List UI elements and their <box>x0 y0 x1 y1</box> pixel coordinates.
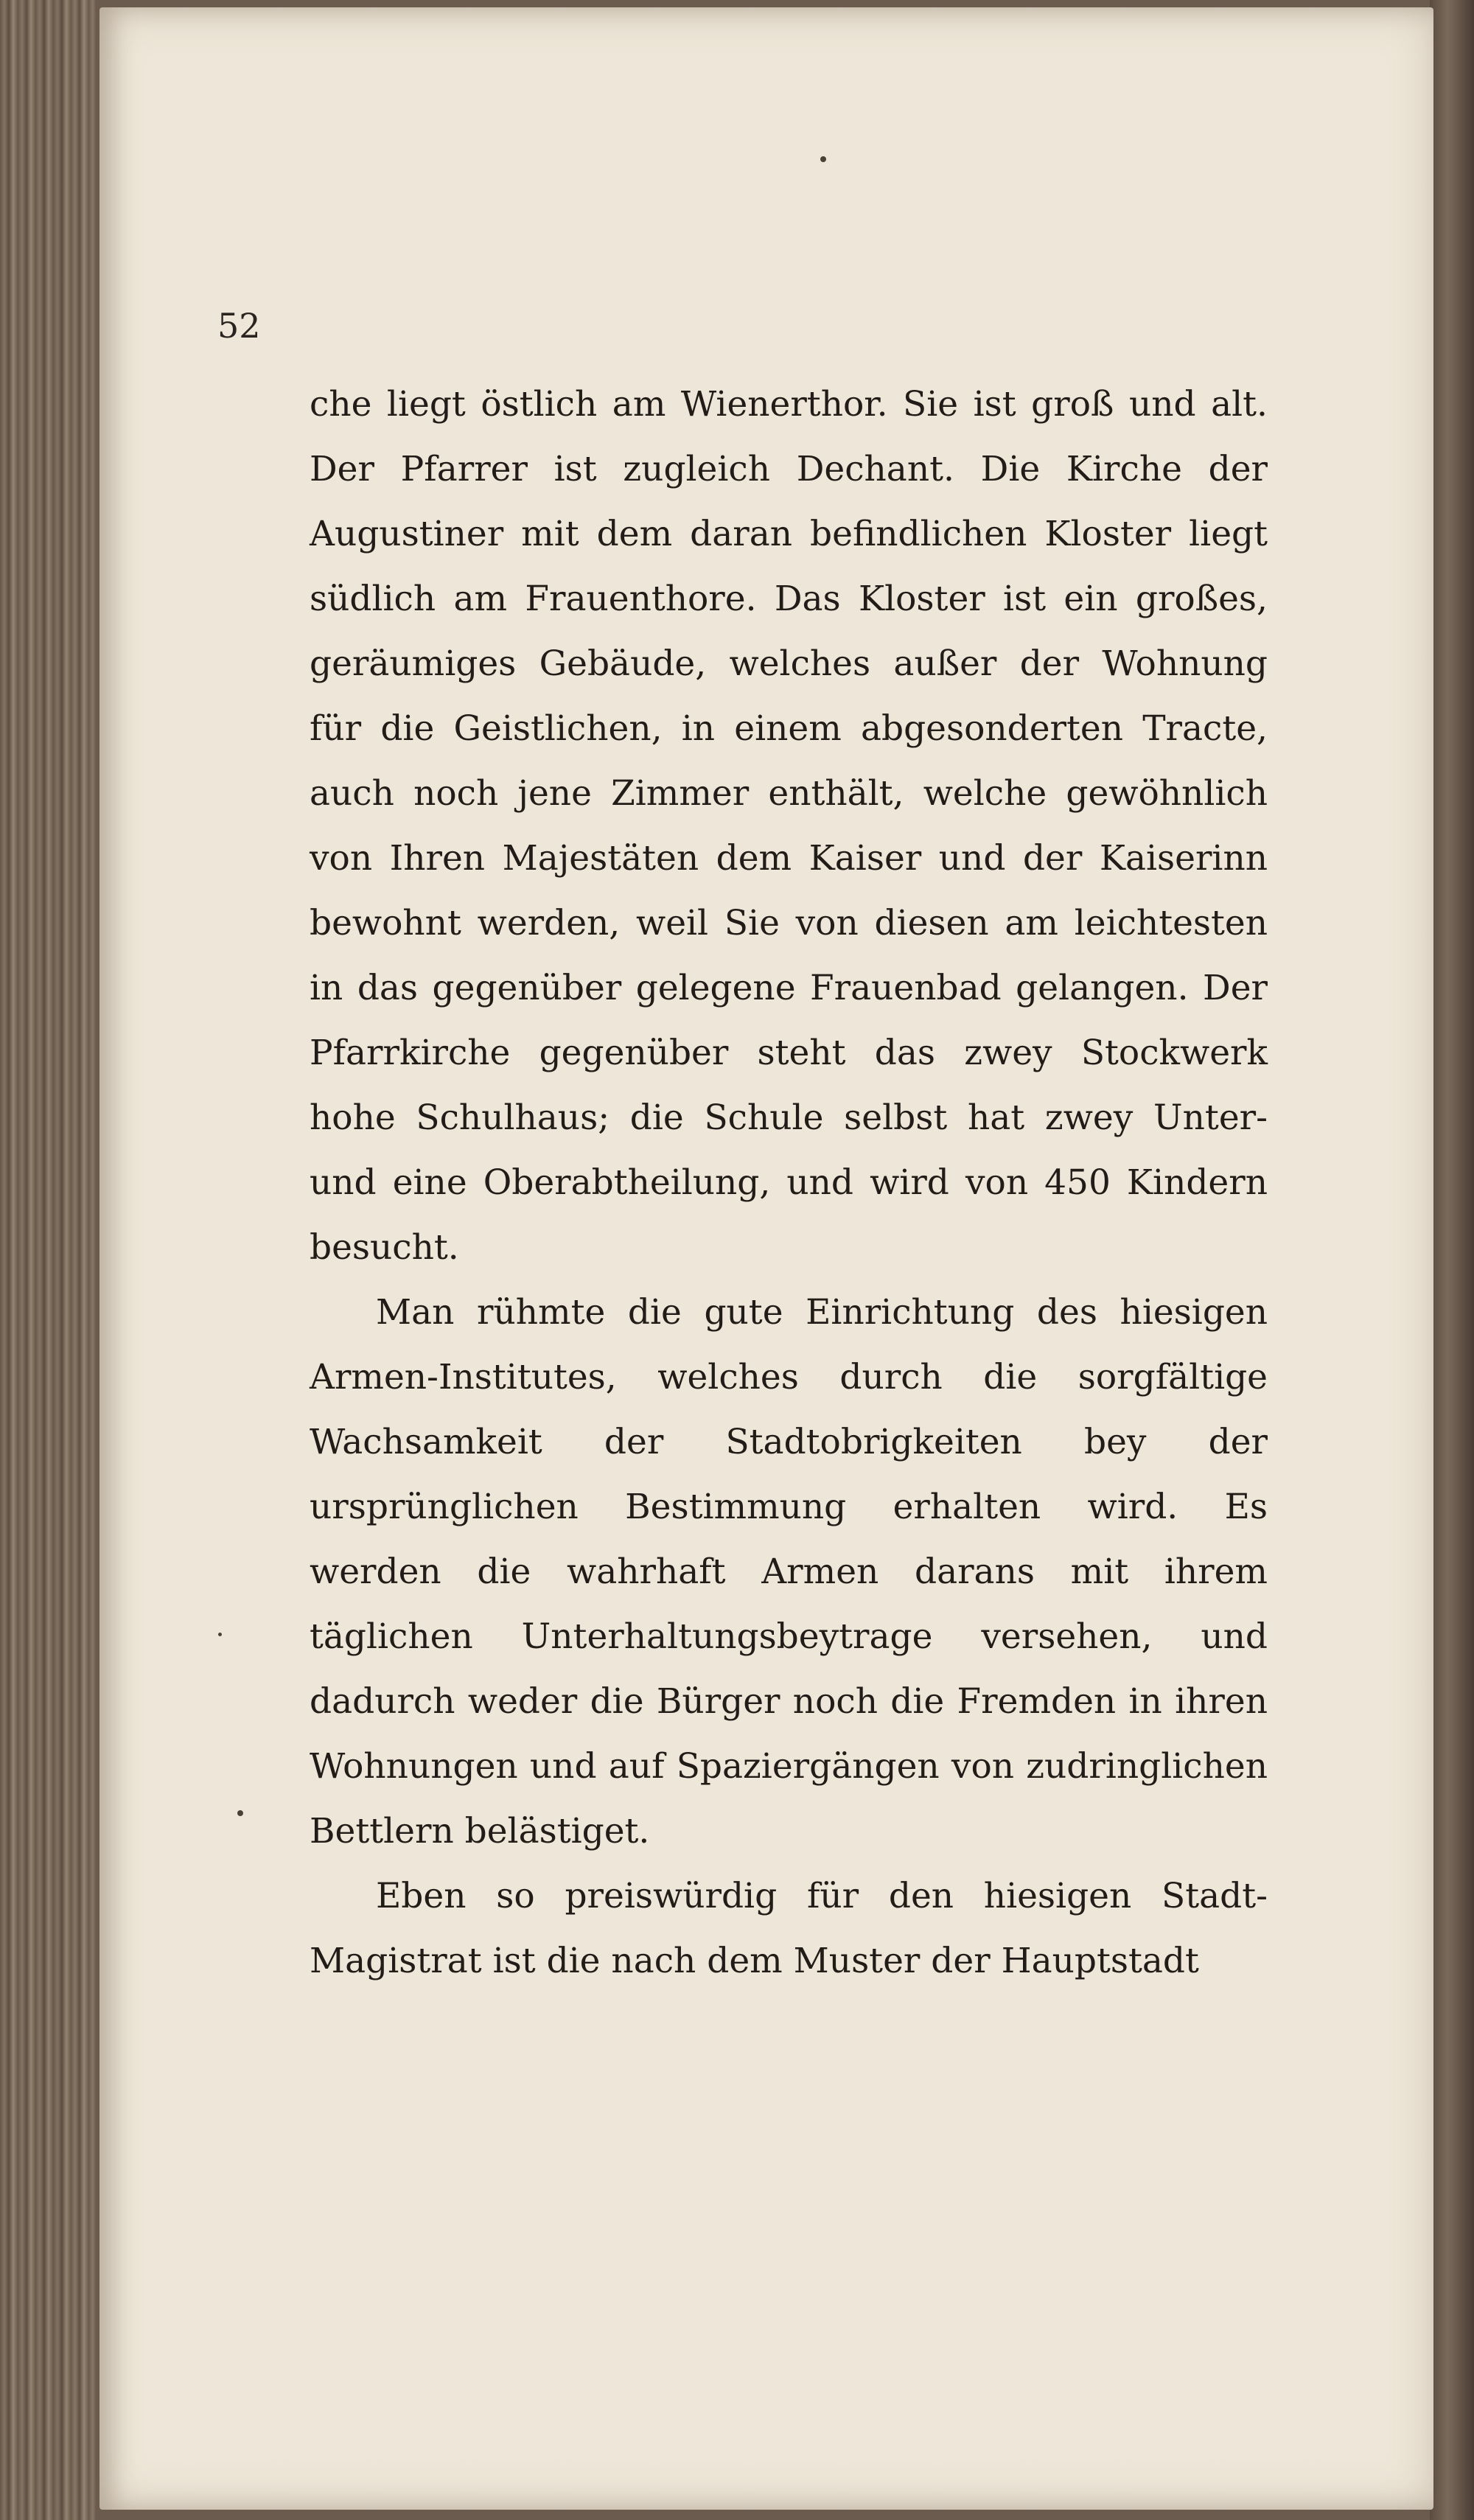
paper-speck <box>237 1810 243 1816</box>
page-number: 52 <box>217 306 261 346</box>
paragraph-2: Man rühmte die gute Einrichtung des hiesigen Armen-Institutes, welches durch die sorgfältige Wachsamkeit der Stadtobrigkeiten bey der ursprünglichen Bestimmung erhalten wird. Es werden die wahrhaft Armen darans mit ihrem täglichen Unterhaltungsbeytrage versehen, und dadurch weder die Bürger noch die Fremden in ihren Wohnungen und auf Spaziergängen von zudringlichen Bettlern belästiget. <box>310 1292 1268 1851</box>
body-text <box>310 372 1268 1994</box>
book-page-edges <box>0 0 96 2520</box>
book-cover-edge <box>1430 0 1474 2520</box>
paper-speck <box>820 156 826 162</box>
paragraph-3: Eben so preiswürdig für den hiesigen Stadt-Magistrat ist die nach dem Muster der Hauptstadt <box>310 1876 1268 1981</box>
paper-speck <box>218 1633 222 1636</box>
paragraph-1: che liegt östlich am Wienerthor. Sie ist groß und alt. Der Pfarrer ist zugleich Dechant. Die Kirche der Augustiner mit dem daran befindlichen Kloster liegt südlich am Frauenthore. Das Kloster ist ein großes, geräumiges Gebäude, welches außer der Wohnung für die Geistlichen, in einem abgesonderten Tracte, auch noch jene Zimmer enthält, welche gewöhnlich von Ihren Majestäten dem Kaiser und der Kaiserinn bewohnt werden, weil Sie von diesen am leichtesten in das gegenüber gelegene Frauenbad gelangen. Der Pfarrkirche gegenüber steht das zwey Stockwerk hohe Schulhaus; die Schule selbst hat zwey Unter- und eine Oberabtheilung, und wird von 450 Kindern besucht. <box>310 384 1268 1268</box>
